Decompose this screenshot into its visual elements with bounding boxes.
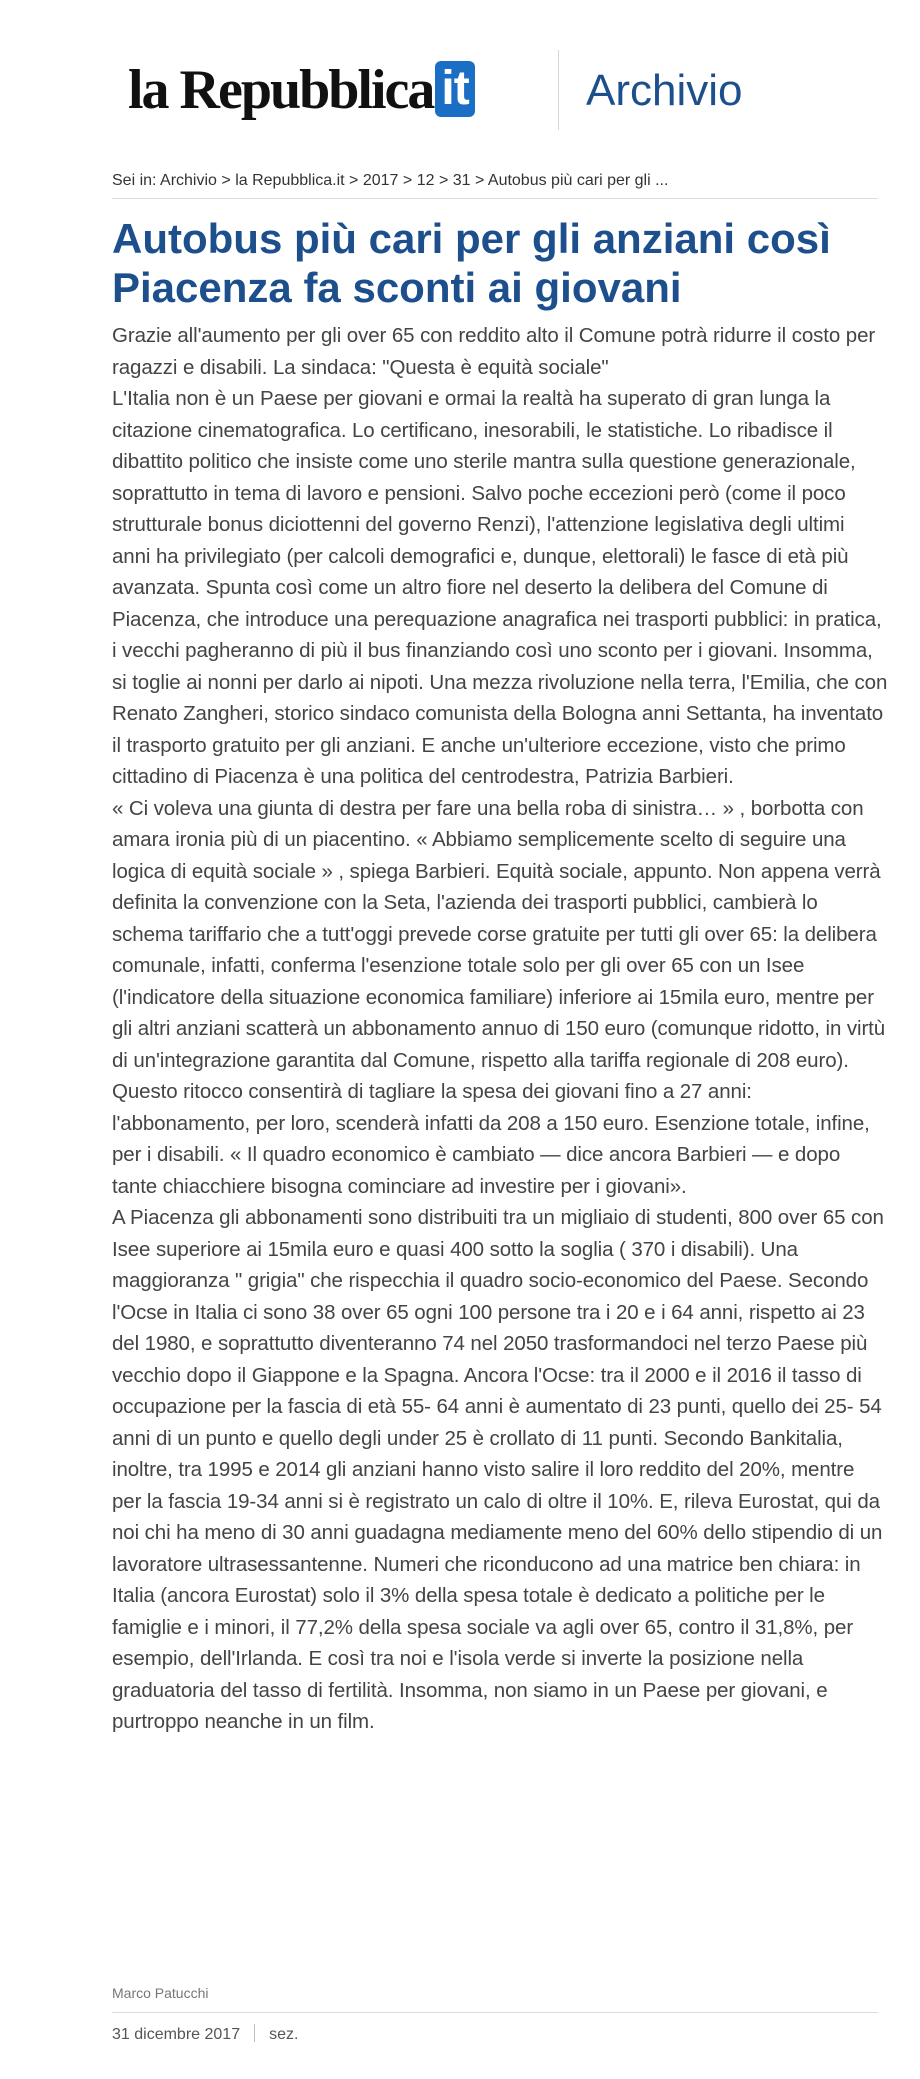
logo-text: la Repubblica bbox=[128, 59, 434, 121]
breadcrumb-item-current: Autobus più cari per gli ... bbox=[487, 172, 669, 189]
breadcrumb bbox=[112, 170, 878, 199]
breadcrumb-separator: > bbox=[349, 172, 359, 189]
article-paragraph: « Ci voleva una giunta di destra per fare una bella roba di sinistra… » , borbotta con amara ironia più di un piacentino. « Abbiamo semplicemente scelto di seguire una logica di equità sociale » , spiega Barbieri. Equità sociale, appunto. Non appena verrà definita la convenzione con la Seta, l'azienda dei trasporti pubblici, cambierà lo schema tariffario che a tutt'oggi prevede corse gratuite per tutti gli over 65: la delibera comunale, infatti, conferma l'esenzione totale solo per gli over 65 con un Isee (l'indicatore della situazione economica familiare) inferiore ai 15mila euro, mentre per gli altri anziani scatterà un abbonamento annuo di 150 euro (comunque ridotto, in virtù di un'integrazione garantita dal Comune, rispetto alla tariffa regionale di 208 euro). Questo ritocco consentirà di tagliare la spesa dei giovani fino a 27 anni: l'abbonamento, per loro, scenderà infatti da 208 a 150 euro. Esenzione totale, infine, per i disabili. « Il quadro economico è cambiato — dice ancora Barbieri — e dopo tante chiacchiere bisogna cominciare ad investire per i giovani». bbox=[112, 796, 886, 1198]
breadcrumb-item-day[interactable]: 31 bbox=[452, 172, 471, 189]
archive-section-title[interactable]: Archivio bbox=[586, 66, 743, 115]
logo-it-badge: it bbox=[435, 61, 474, 117]
repubblica-logo[interactable] bbox=[128, 48, 475, 132]
breadcrumb-item-archivio[interactable]: Archivio bbox=[160, 172, 217, 189]
breadcrumb-separator: > bbox=[438, 172, 449, 189]
article-author: Marco Patucchi bbox=[112, 1985, 209, 2001]
publication-date: 31 dicembre 2017 bbox=[112, 2026, 241, 2043]
breadcrumb-item-year[interactable]: 2017 bbox=[362, 172, 399, 189]
article-paragraph: A Piacenza gli abbonamenti sono distribuiti tra un migliaio di studenti, 800 over 65 con Isee superiore ai 15mila euro e quasi 400 sotto la soglia ( 370 i disabili). Una maggioranza " grigia" che rispecchia il quadro socio-economico del Paese. Secondo l'Ocse in Italia ci sono 38 over 65 ogni 100 persone tra i 20 e i 64 anni, rispetto ai 23 del 1980, e soprattutto diventeranno 74 nel 2050 trasformandoci nel terzo Paese più vecchio dopo il Giappone e la Spagna. Ancora l'Ocse: tra il 2000 e il 2016 il tasso di occupazione per la fascia di età 55- 64 anni è aumentato di 23 punti, quello dei 25- 54 anni di un punto e quello degli under 25 è crollato di 11 punti. Secondo Bankitalia, inoltre, tra 1995 e 2014 gli anziani hanno visto salire il loro reddito del 20%, mentre per la fascia 19-34 anni si è registrato un calo di oltre il 10%. E, rileva Eurostat, qui da noi chi ha meno di 30 anni guadagna mediamente meno del 60% dello stipendio di un lavoratore ultrasessantenne. Numeri che riconducono ad una matrice ben chiara: in Italia (ancora Eurostat) solo il 3% della spesa totale è dedicato a politiche per le famiglie e i minori, il 77,2% della spesa sociale va agli over 65, contro il 31,8%, per esempio, dell'Irlanda. E così tra noi e l'isola verde si inverte la posizione nella graduatoria del tasso di fertilità. Insomma, non siamo in un Paese per giovani, e purtroppo neanche in un film. bbox=[112, 1206, 884, 1733]
meta-separator bbox=[254, 2024, 255, 2042]
breadcrumb-separator: > bbox=[474, 172, 485, 189]
header-divider bbox=[558, 50, 559, 130]
breadcrumb-separator: > bbox=[402, 172, 413, 189]
article-body bbox=[112, 320, 888, 1738]
article-meta bbox=[112, 2024, 298, 2046]
article-paragraph: L'Italia non è un Paese per giovani e ormai la realtà ha superato di gran lunga la citazione cinematografica. Lo certificano, inesorabili, le statistiche. Lo ribadisce il dibattito politico che insiste come uno sterile mantra sulla questione generazionale, soprattutto in tema di lavoro e pensioni. Salvo poche eccezioni però (come il poco strutturale bonus diciottenni del governo Renzi), l'attenzione legislativa degli ultimi anni ha privilegiato (per calcoli demografici e, dunque, elettorali) le fasce di età più avanzata. Spunta così come un altro fiore nel deserto la delibera del Comune di Piacenza, che introduce una perequazione anagrafica nei trasporti pubblici: in pratica, i vecchi pagheranno di più il bus finanziando così uno sconto per i giovani. Insomma, si toglie ai nonni per darlo ai nipoti. Una mezza rivoluzione nella terra, l'Emilia, che con Renato Zangheri, storico sindaco comunista della Bologna anni Settanta, ha inventato il trasporto gratuito per gli anziani. E anche un'ulteriore eccezione, visto che primo cittadino di Piacenza è una politica del centrodestra, Patrizia Barbieri. bbox=[112, 387, 888, 788]
breadcrumb-item-month[interactable]: 12 bbox=[416, 172, 435, 189]
breadcrumb-separator: > bbox=[221, 172, 231, 189]
section-label: sez. bbox=[269, 2026, 299, 2043]
article-summary: Grazie all'aumento per gli over 65 con reddito alto il Comune potrà ridurre il costo per ragazzi e disabili. La sindaca: "Questa è equità sociale" bbox=[112, 324, 876, 379]
breadcrumb-item-repubblica[interactable]: la Repubblica.it bbox=[235, 172, 345, 189]
article-title: Autobus più cari per gli anziani così Piacenza fa sconti ai giovani bbox=[112, 215, 831, 311]
breadcrumb-prefix: Sei in: bbox=[112, 172, 157, 189]
footer-divider bbox=[112, 2012, 878, 2013]
